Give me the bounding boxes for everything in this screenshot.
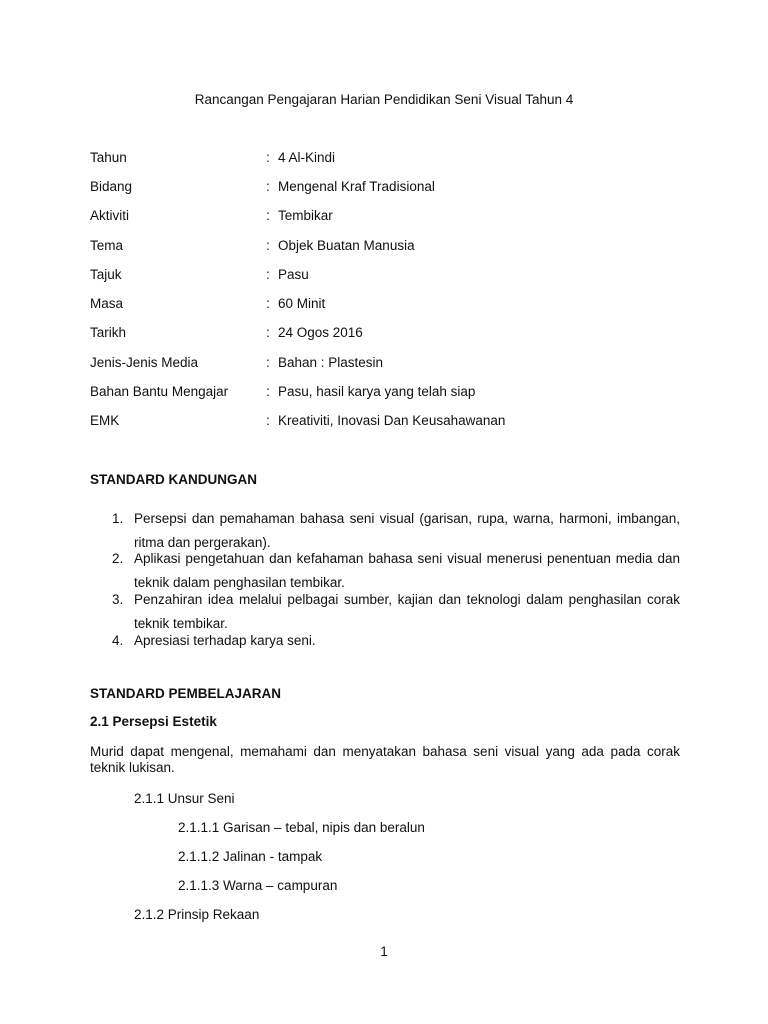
persepsi-estetik-heading: 2.1 Persepsi Estetik <box>90 714 217 729</box>
info-colon: : <box>266 267 270 282</box>
info-colon: : <box>266 150 270 165</box>
info-label: Aktiviti <box>90 208 130 223</box>
list-number: 2. <box>112 551 124 566</box>
info-colon: : <box>266 325 270 340</box>
info-label: Tarikh <box>90 325 127 340</box>
list-number: 1. <box>112 511 124 526</box>
document-title: Rancangan Pengajaran Harian Pendidikan Seni Visual Tahun 4 <box>194 92 574 107</box>
prinsip-rekaan-item: 2.1.2 Prinsip Rekaan <box>134 907 260 922</box>
info-row-tahun <box>90 150 690 168</box>
info-row-bahan-bantu <box>90 384 690 402</box>
info-row-tajuk <box>90 267 690 285</box>
unsur-subitem: 2.1.1.1 Garisan – tebal, nipis dan beralun <box>178 820 425 835</box>
info-label: EMK <box>90 413 120 428</box>
info-colon: : <box>266 208 270 223</box>
info-row-emk <box>90 413 690 431</box>
list-text: Persepsi dan pemahaman bahasa seni visual (garisan, rupa, warna, harmoni, imbangan, ritma dan pergerakan). <box>134 511 680 550</box>
info-row-masa <box>90 296 690 314</box>
info-label: Bidang <box>90 179 133 194</box>
standard-kandungan-heading: STANDARD KANDUNGAN <box>90 472 257 487</box>
info-value: Tembikar <box>278 208 333 223</box>
info-colon: : <box>266 238 270 253</box>
info-value: Mengenal Kraf Tradisional <box>278 179 435 194</box>
page-number: 1 <box>380 944 388 959</box>
info-value: 60 Minit <box>278 296 326 311</box>
info-label: Bahan Bantu Mengajar <box>90 384 229 399</box>
list-text: Aplikasi pengetahuan dan kefahaman bahasa seni visual menerusi penentuan media dan teknik dalam penghasilan tembikar. <box>134 551 680 590</box>
info-colon: : <box>266 413 270 428</box>
unsur-subitem: 2.1.1.3 Warna – campuran <box>178 878 338 893</box>
list-text: Penzahiran idea melalui pelbagai sumber, kajian dan teknologi dalam penghasilan corak teknik tembikar. <box>134 592 680 631</box>
info-label: Masa <box>90 296 124 311</box>
unsur-subitem: 2.1.1.2 Jalinan - tampak <box>178 849 323 864</box>
list-number: 4. <box>112 633 124 648</box>
info-label: Tema <box>90 238 124 253</box>
info-colon: : <box>266 355 270 370</box>
info-value: 4 Al-Kindi <box>278 150 336 165</box>
info-colon: : <box>266 296 270 311</box>
list-text: Apresiasi terhadap karya seni. <box>134 633 316 648</box>
list-number: 3. <box>112 592 124 607</box>
info-colon: : <box>266 179 270 194</box>
info-value: 24 Ogos 2016 <box>278 325 363 340</box>
info-value: Objek Buatan Manusia <box>278 238 415 253</box>
info-value: Pasu, hasil karya yang telah siap <box>278 384 476 399</box>
info-label: Jenis-Jenis Media <box>90 355 199 370</box>
info-value: Bahan : Plastesin <box>278 355 384 370</box>
info-row-tema <box>90 238 690 256</box>
standard-pembelajaran-heading: STANDARD PEMBELAJARAN <box>90 686 282 701</box>
unsur-seni-item: 2.1.1 Unsur Seni <box>134 791 235 806</box>
info-value: Kreativiti, Inovasi Dan Keusahawanan <box>278 413 506 428</box>
info-label: Tajuk <box>90 267 122 282</box>
info-value: Pasu <box>278 267 309 282</box>
info-row-aktiviti <box>90 208 690 226</box>
description-paragraph: Murid dapat mengenal, memahami dan menyatakan bahasa seni visual yang ada pada corak teknik lukisan. <box>90 744 680 775</box>
info-label: Tahun <box>90 150 127 165</box>
info-row-jenis-media <box>90 355 690 373</box>
info-row-bidang <box>90 179 690 197</box>
info-colon: : <box>266 384 270 399</box>
info-row-tarikh <box>90 325 690 343</box>
